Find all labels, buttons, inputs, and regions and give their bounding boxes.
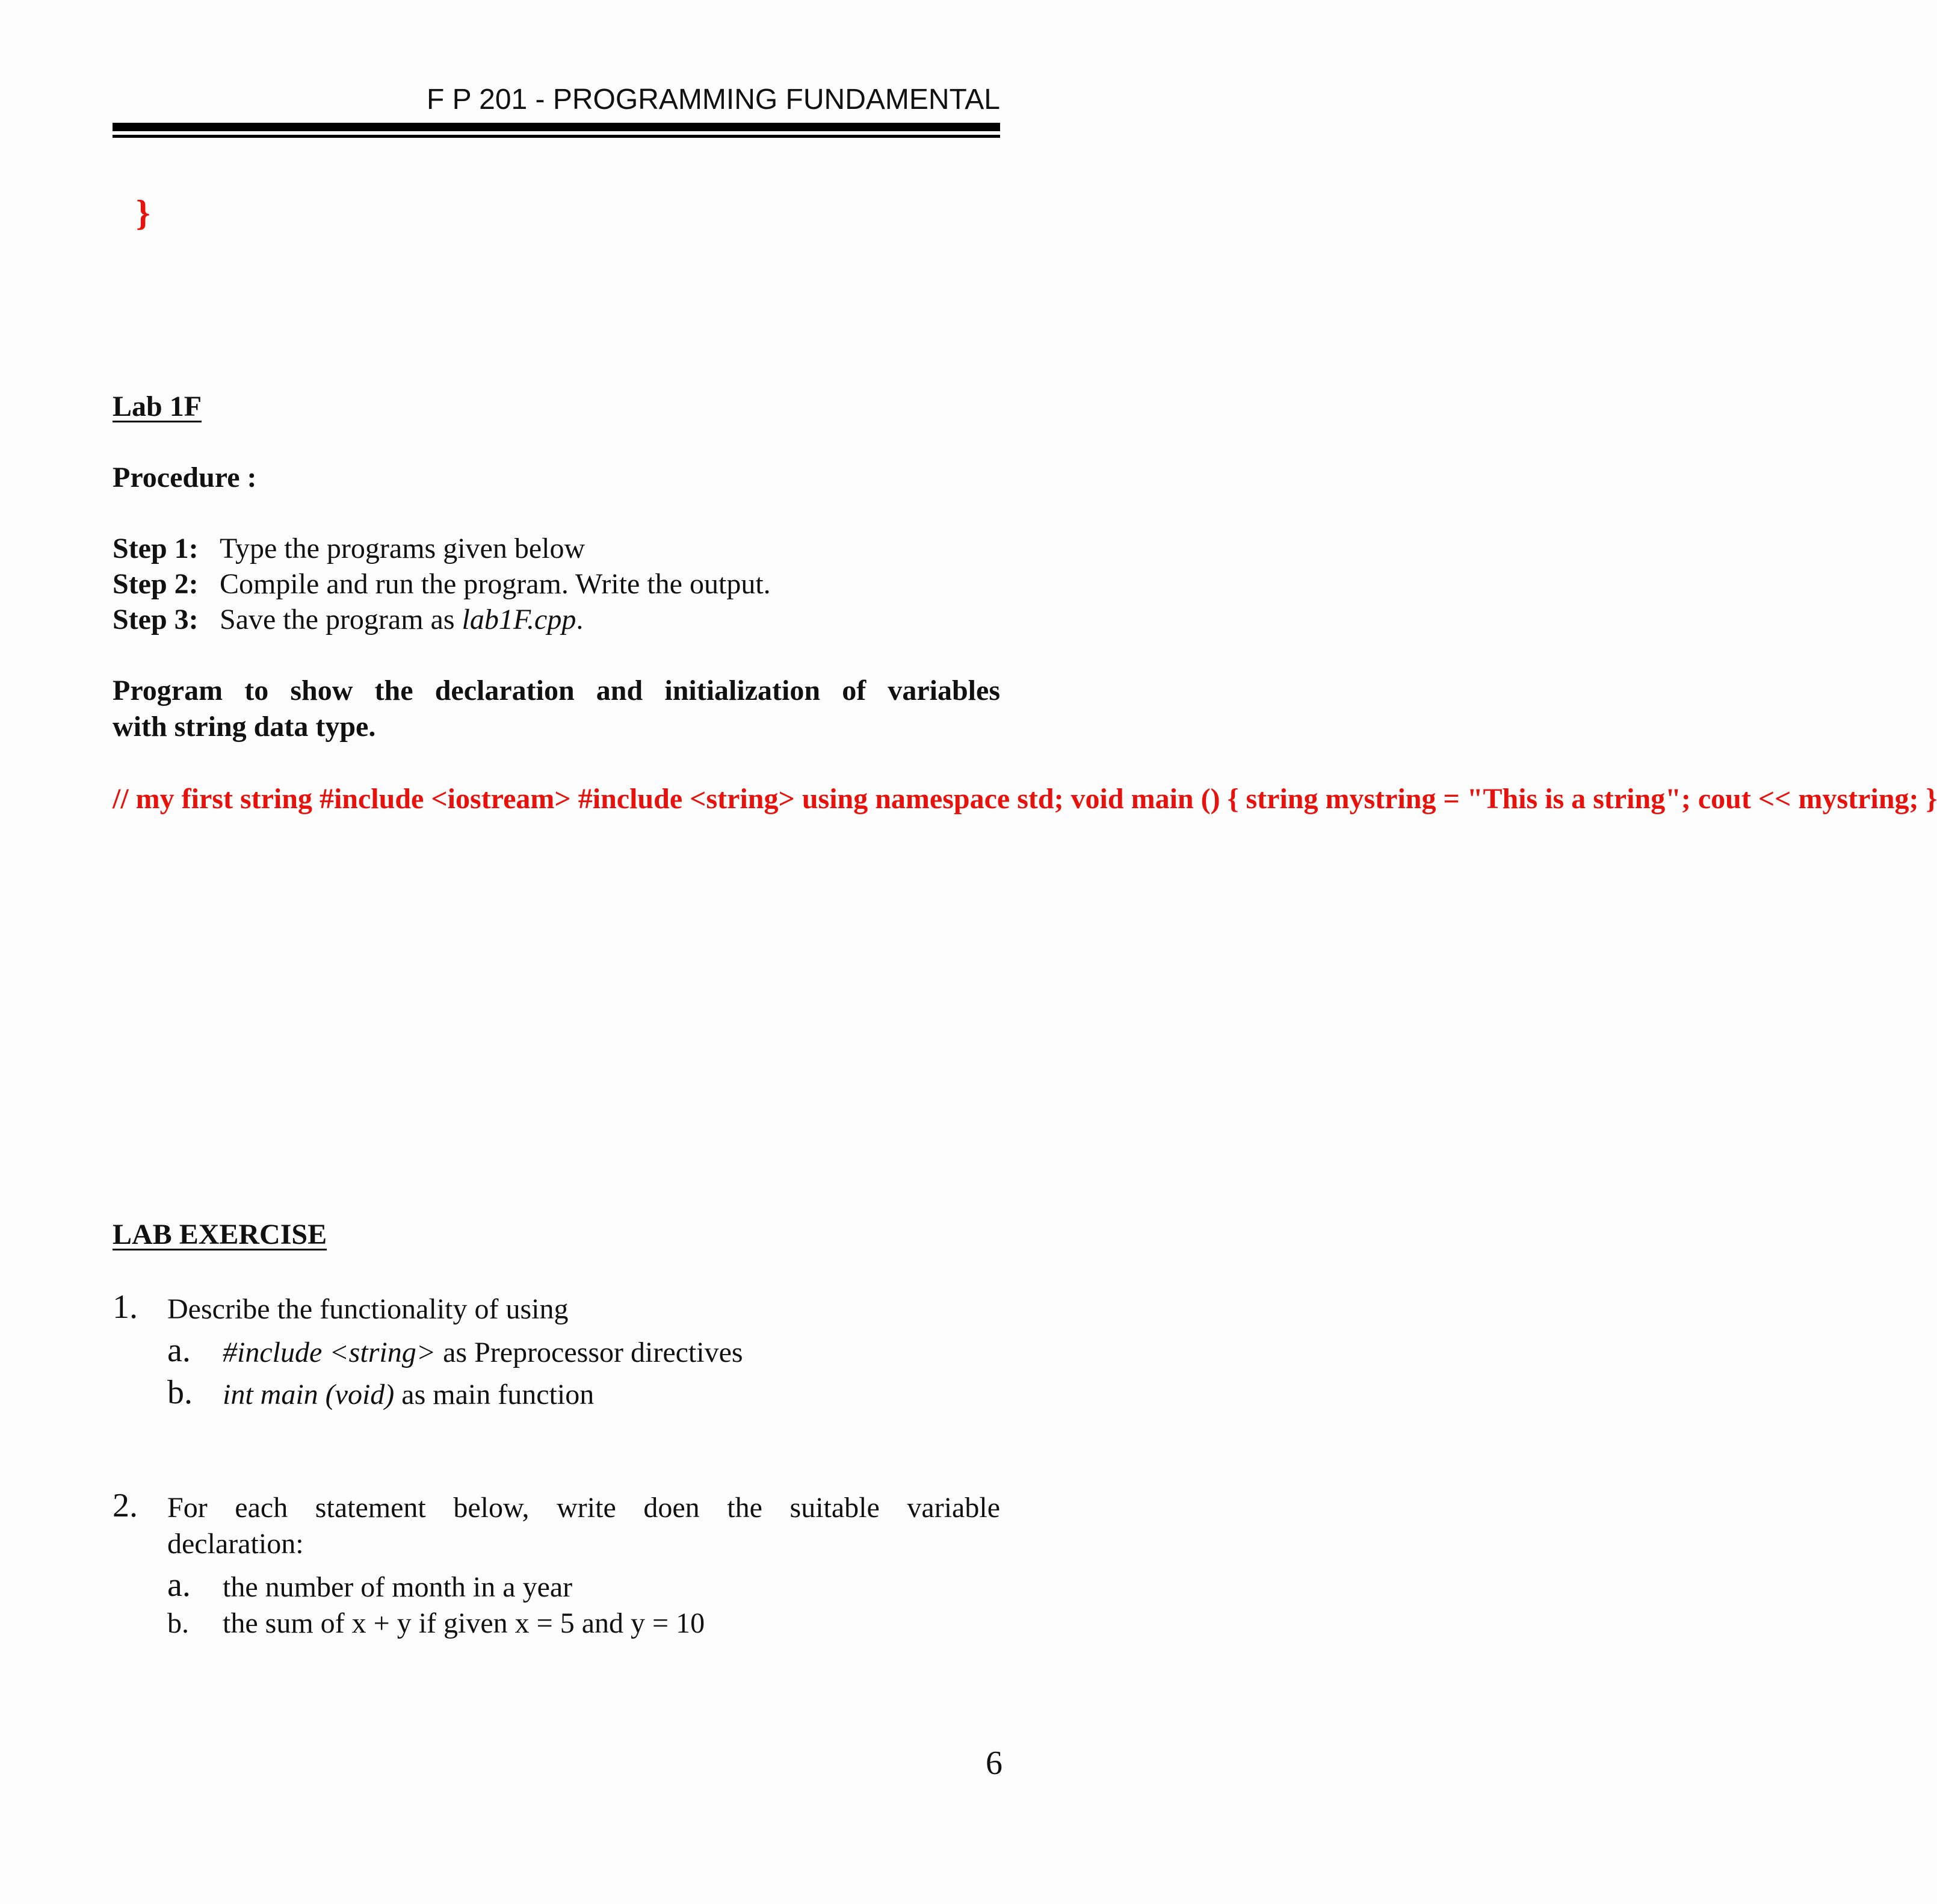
code-line: #include <iostream> (319, 783, 571, 815)
question-1a-marker: a. (167, 1332, 191, 1369)
code-line: #include <string> (578, 783, 795, 815)
procedure-label: Procedure : (113, 462, 257, 493)
question-1-number: 1. (113, 1288, 138, 1326)
page-header-title: F P 201 - PROGRAMMING FUNDAMENTAL (426, 84, 1000, 116)
question-1a (223, 1336, 743, 1369)
code-block (113, 781, 1937, 817)
step-3-text-end: . (576, 604, 584, 635)
question-2-number: 2. (113, 1487, 138, 1524)
question-2b-text: the sum of x + y if given x = 5 and y = 10 (223, 1607, 705, 1639)
code-line: void main () (1070, 783, 1220, 815)
step-2 (113, 567, 771, 601)
header-rule-thin (113, 135, 1000, 138)
step-1 (113, 532, 585, 565)
question-1b-marker: b. (167, 1374, 193, 1411)
question-1a-code: #include <string> (223, 1337, 436, 1368)
question-1a-text: as Preprocessor directives (436, 1337, 743, 1368)
step-1-label: Step 1: (113, 533, 199, 564)
page-number: 6 (986, 1745, 1002, 1782)
code-line: using namespace std; (802, 783, 1064, 815)
program-heading-line-2: with string data type. (113, 711, 376, 743)
step-3 (113, 603, 583, 636)
header-rule-thick (113, 123, 1000, 131)
code-closing-brace: } (136, 193, 150, 233)
lab-exercise-title: LAB EXERCISE (113, 1219, 327, 1250)
question-2b-marker: b. (167, 1607, 189, 1639)
code-line: // my first string (113, 783, 312, 815)
step-2-text: Compile and run the program. Write the output. (220, 568, 771, 600)
step-3-label: Step 3: (113, 604, 199, 635)
question-2a-marker: a. (167, 1566, 191, 1604)
program-heading-line-1: Program to show the declaration and initialization of variables (113, 675, 1000, 706)
code-line: } (1926, 783, 1937, 815)
code-line: string mystring = "This is a string"; (1246, 783, 1691, 815)
question-1b (223, 1378, 594, 1411)
lab-title: Lab 1F (113, 391, 202, 422)
question-2-line-2: declaration: (167, 1528, 304, 1560)
question-1b-code: int main (void) (223, 1379, 395, 1411)
step-2-label: Step 2: (113, 568, 199, 600)
question-1b-text: as main function (394, 1379, 595, 1411)
code-line: cout << mystring; (1698, 783, 1919, 815)
question-2a-text: the number of month in a year (223, 1571, 573, 1603)
question-1-text: Describe the functionality of using (167, 1293, 569, 1325)
step-3-filename: lab1F.cpp (462, 604, 576, 635)
step-3-text: Save the program as (220, 604, 462, 635)
question-2-line-1: For each statement below, write doen the suitable variable (167, 1492, 1000, 1524)
step-1-text: Type the programs given below (220, 533, 585, 564)
code-line: { (1227, 783, 1239, 815)
